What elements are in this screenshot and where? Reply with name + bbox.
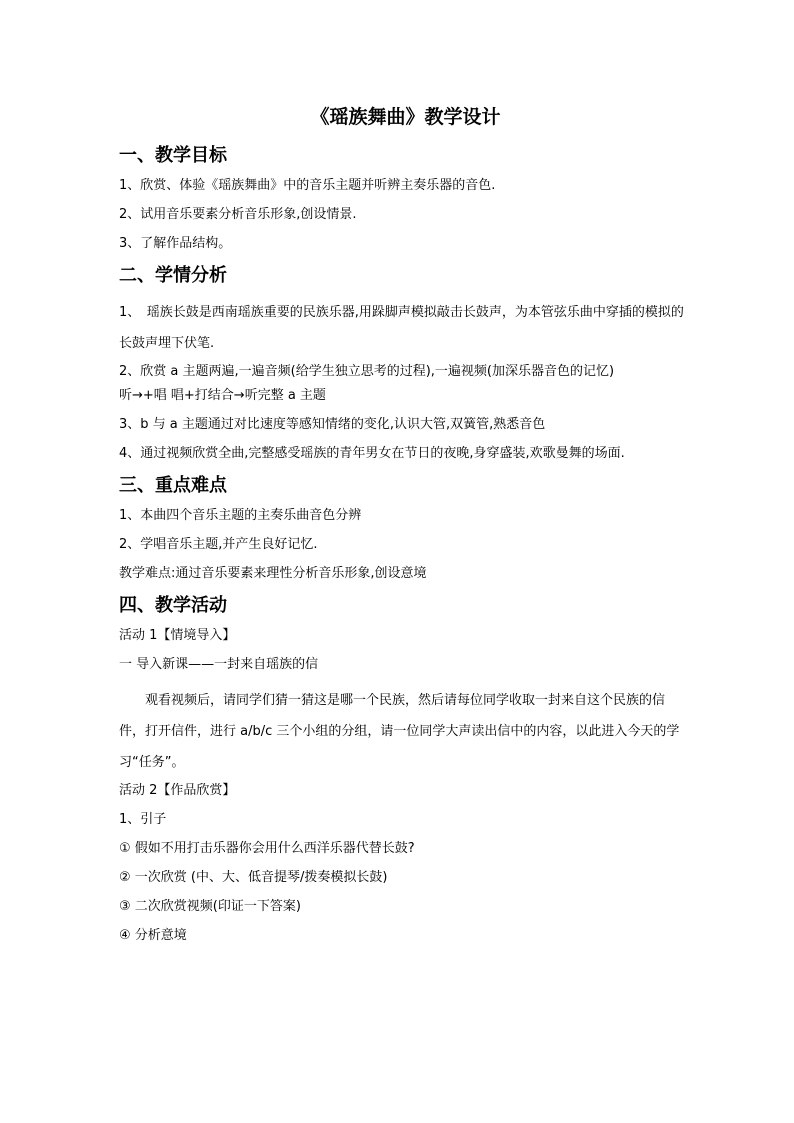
activity-1-title: 活动 1【情境导入】	[119, 628, 236, 643]
section-heading-activities: 四、教学活动	[119, 595, 227, 616]
objective-item-2: 2、试用音乐要素分析音乐形象,创设情景.	[119, 207, 357, 222]
section-heading-analysis: 二、学情分析	[119, 265, 227, 286]
document-title: 《瑶族舞曲》教学设计	[310, 106, 501, 128]
activity-1-body: 观看视频后，请同学们猜一猜这是哪一个民族，然后请每位同学收取一封来自这个民族的信件，打开信件，进行 a/b/c 三个小组的分组，请一位同学大声读出信中的内容，以此进入今天的学习“任务”。	[119, 693, 680, 770]
difficulty-item-1: 1、本曲四个音乐主题的主奏乐曲音色分辨	[119, 508, 362, 523]
objective-item-3: 3、了解作品结构。	[119, 236, 232, 251]
activity-2-subtitle: 1、引子	[119, 812, 167, 827]
activity-step-4: ④ 分析意境	[119, 928, 187, 943]
section-heading-objectives: 一、教学目标	[119, 145, 227, 166]
objective-item-1: 1、欣赏、体验《瑶族舞曲》中的音乐主题并听辨主奏乐器的音色.	[119, 178, 496, 193]
difficulty-item-3: 教学难点:通过音乐要素来理性分析音乐形象,创设意境	[119, 566, 427, 581]
section-heading-difficulties: 三、重点难点	[119, 475, 227, 496]
activity-step-3: ③ 二次欣赏视频(印证一下答案)	[119, 899, 301, 914]
activity-1-subtitle: 一 导入新课——一封来自瑶族的信	[119, 657, 319, 672]
activity-2-title: 活动 2【作品欣赏】	[119, 783, 236, 798]
analysis-item-4: 4、通过视频欣赏全曲,完整感受瑶族的青年男女在节日的夜晚,身穿盛装,欢歌曼舞的场面.	[119, 446, 625, 461]
activity-step-2: ② 一次欣赏 (中、大、低音提琴/拨奏模拟长鼓)	[119, 870, 388, 885]
analysis-item-2: 2、欣赏 a 主题两遍,一遍音频(给学生独立思考的过程),一遍视频(加深乐器音色的记忆)	[119, 364, 615, 379]
activity-step-1: ① 假如不用打击乐器你会用什么西洋乐器代替长鼓?	[119, 841, 415, 856]
difficulty-item-2: 2、学唱音乐主题,并产生良好记忆.	[119, 537, 318, 552]
analysis-item-2-followup: 听→+唱 唱+打结合→听完整 a 主题	[119, 388, 326, 403]
analysis-item-1: 1、 瑶族长鼓是西南瑶族重要的民族乐器,用跺脚声模拟敲击长鼓声，为本管弦乐曲中穿插的模拟的长鼓声埋下伏笔.	[119, 305, 684, 351]
analysis-item-3: 3、b 与 a 主题通过对比速度等感知情绪的变化,认识大管,双簧管,熟悉音色	[119, 417, 546, 432]
